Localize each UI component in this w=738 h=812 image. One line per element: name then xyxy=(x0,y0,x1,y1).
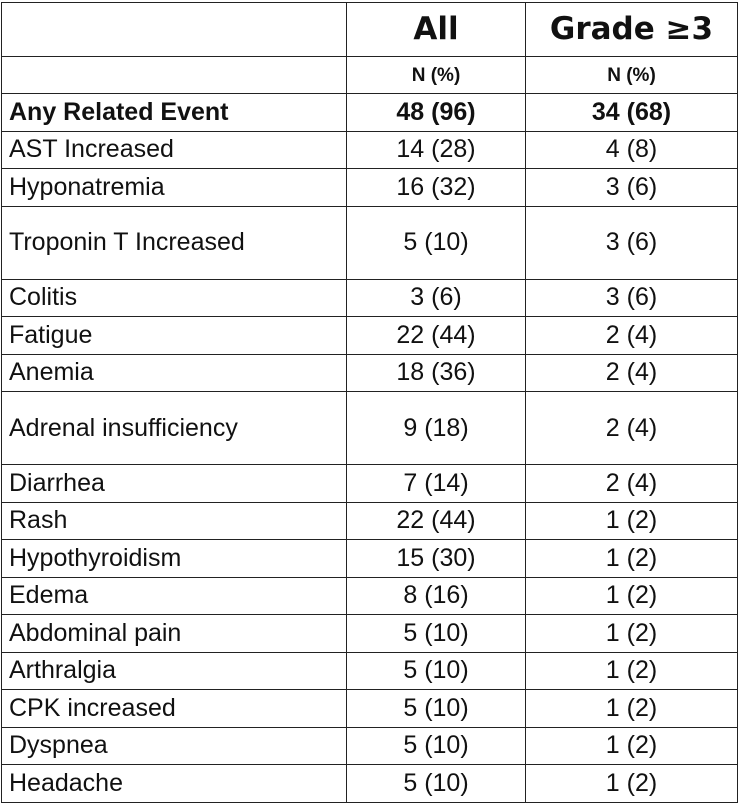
event-name: Rash xyxy=(2,502,347,540)
table-row xyxy=(2,727,738,765)
grade3-count: 2 (4) xyxy=(526,392,738,465)
all-count: 22 (44) xyxy=(347,502,526,540)
subheader-empty-cell xyxy=(2,57,347,94)
subheader-all: N (%) xyxy=(347,57,526,94)
table-row xyxy=(2,279,738,317)
event-name: Troponin T Increased xyxy=(2,206,347,279)
table-row xyxy=(2,131,738,169)
event-name: Fatigue xyxy=(2,317,347,355)
table-row xyxy=(2,169,738,207)
all-count: 5 (10) xyxy=(347,652,526,690)
table-row xyxy=(2,540,738,578)
grade3-count: 1 (2) xyxy=(526,577,738,615)
grade3-count: 2 (4) xyxy=(526,317,738,355)
all-count: 5 (10) xyxy=(347,690,526,728)
grade3-count: 4 (8) xyxy=(526,131,738,169)
subheader-grade3: N (%) xyxy=(526,57,738,94)
table-row xyxy=(2,94,738,132)
all-count: 5 (10) xyxy=(347,615,526,653)
all-count: 5 (10) xyxy=(347,727,526,765)
table-row xyxy=(2,615,738,653)
grade3-count: 3 (6) xyxy=(526,206,738,279)
event-name: Any Related Event xyxy=(2,94,347,132)
adverse-events-table xyxy=(1,2,738,803)
grade3-count: 1 (2) xyxy=(526,502,738,540)
event-name: Edema xyxy=(2,577,347,615)
header-row xyxy=(2,3,738,57)
grade3-count: 34 (68) xyxy=(526,94,738,132)
table-row xyxy=(2,465,738,503)
all-count: 5 (10) xyxy=(347,206,526,279)
all-count: 18 (36) xyxy=(347,354,526,392)
grade3-count: 3 (6) xyxy=(526,169,738,207)
event-name: Colitis xyxy=(2,279,347,317)
grade3-count: 1 (2) xyxy=(526,765,738,803)
event-name: CPK increased xyxy=(2,690,347,728)
all-count: 22 (44) xyxy=(347,317,526,355)
table-row xyxy=(2,690,738,728)
all-count: 8 (16) xyxy=(347,577,526,615)
header-empty-cell xyxy=(2,3,347,57)
subheader-row xyxy=(2,57,738,94)
all-count: 5 (10) xyxy=(347,765,526,803)
grade3-count: 2 (4) xyxy=(526,465,738,503)
event-name: Anemia xyxy=(2,354,347,392)
event-name: Hypothyroidism xyxy=(2,540,347,578)
all-count: 16 (32) xyxy=(347,169,526,207)
table-row xyxy=(2,392,738,465)
table-row xyxy=(2,502,738,540)
grade3-count: 1 (2) xyxy=(526,540,738,578)
table-row xyxy=(2,206,738,279)
event-name: Arthralgia xyxy=(2,652,347,690)
table-row xyxy=(2,317,738,355)
event-name: Abdominal pain xyxy=(2,615,347,653)
header-grade3: Grade ≥3 xyxy=(526,3,738,57)
table-row xyxy=(2,577,738,615)
grade3-count: 2 (4) xyxy=(526,354,738,392)
grade3-count: 3 (6) xyxy=(526,279,738,317)
all-count: 3 (6) xyxy=(347,279,526,317)
table-row xyxy=(2,354,738,392)
table-row xyxy=(2,765,738,803)
all-count: 48 (96) xyxy=(347,94,526,132)
event-name: Hyponatremia xyxy=(2,169,347,207)
event-name: AST Increased xyxy=(2,131,347,169)
table-row xyxy=(2,652,738,690)
event-name: Headache xyxy=(2,765,347,803)
grade3-count: 1 (2) xyxy=(526,615,738,653)
all-count: 7 (14) xyxy=(347,465,526,503)
all-count: 14 (28) xyxy=(347,131,526,169)
event-name: Adrenal insufficiency xyxy=(2,392,347,465)
all-count: 15 (30) xyxy=(347,540,526,578)
all-count: 9 (18) xyxy=(347,392,526,465)
header-all: All xyxy=(347,3,526,57)
event-name: Diarrhea xyxy=(2,465,347,503)
grade3-count: 1 (2) xyxy=(526,690,738,728)
grade3-count: 1 (2) xyxy=(526,727,738,765)
grade3-count: 1 (2) xyxy=(526,652,738,690)
event-name: Dyspnea xyxy=(2,727,347,765)
